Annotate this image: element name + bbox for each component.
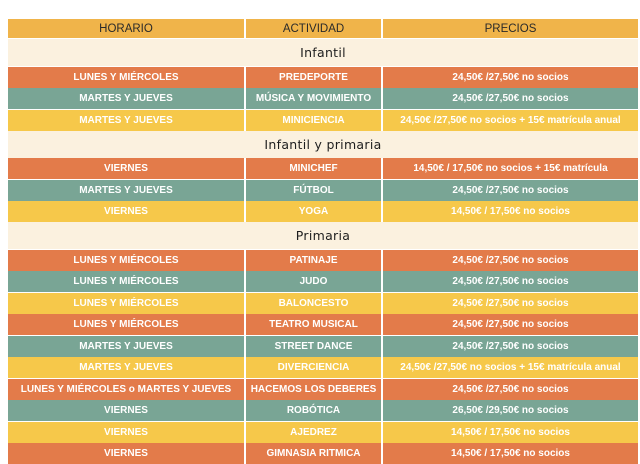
actividad-cell: BALONCESTO — [246, 293, 383, 314]
section-title: Primaria — [8, 222, 638, 249]
table-row — [8, 400, 638, 421]
precio-cell: 24,50€ /27,50€ no socios — [383, 88, 638, 109]
horario-cell: MARTES Y JUEVES — [8, 336, 246, 357]
actividad-cell: FÚTBOL — [246, 180, 383, 201]
horario-cell: LUNES Y MIÉRCOLES — [8, 314, 246, 335]
table-header — [8, 19, 638, 38]
precio-cell: 14,50€ / 17,50€ no socios — [383, 201, 638, 222]
table-row — [8, 379, 638, 400]
table-row — [8, 271, 638, 292]
table-row — [8, 357, 638, 378]
header-actividad: ACTIVIDAD — [246, 19, 383, 38]
table-row — [8, 422, 638, 443]
horario-cell: LUNES Y MIÉRCOLES o MARTES Y JUEVES — [8, 379, 246, 400]
actividad-cell: PREDEPORTE — [246, 67, 383, 88]
table-row — [8, 201, 638, 222]
actividad-cell: YOGA — [246, 201, 383, 222]
actividad-cell: MINICHEF — [246, 158, 383, 179]
precio-cell: 24,50€ /27,50€ no socios + 15€ matrícula anual — [383, 110, 638, 131]
horario-cell: VIERNES — [8, 400, 246, 421]
actividad-cell: DIVERCIENCIA — [246, 357, 383, 378]
precio-cell: 24,50€ /27,50€ no socios — [383, 180, 638, 201]
horario-cell: VIERNES — [8, 443, 246, 464]
precio-cell: 24,50€ /27,50€ no socios — [383, 67, 638, 88]
actividad-cell: JUDO — [246, 271, 383, 292]
precio-cell: 24,50€ /27,50€ no socios — [383, 271, 638, 292]
precio-cell: 24,50€ /27,50€ no socios — [383, 314, 638, 335]
price-table — [8, 19, 638, 464]
horario-cell: LUNES Y MIÉRCOLES — [8, 271, 246, 292]
table-row — [8, 180, 638, 201]
horario-cell: VIERNES — [8, 201, 246, 222]
table-row — [8, 443, 638, 464]
table-row — [8, 336, 638, 357]
actividad-cell: MINICIENCIA — [246, 110, 383, 131]
actividad-cell: AJEDREZ — [246, 422, 383, 443]
header-precios: PRECIOS — [383, 19, 638, 38]
table-row — [8, 250, 638, 271]
horario-cell: LUNES Y MIÉRCOLES — [8, 293, 246, 314]
horario-cell: MARTES Y JUEVES — [8, 110, 246, 131]
precio-cell: 24,50€ /27,50€ no socios — [383, 379, 638, 400]
table-row — [8, 67, 638, 88]
precio-cell: 14,50€ / 17,50€ no socios — [383, 443, 638, 464]
precio-cell: 24,50€ /27,50€ no socios + 15€ matrícula anual — [383, 357, 638, 378]
precio-cell: 24,50€ /27,50€ no socios — [383, 336, 638, 357]
precio-cell: 14,50€ / 17,50€ no socios — [383, 422, 638, 443]
table-row — [8, 293, 638, 314]
table-row — [8, 314, 638, 335]
horario-cell: MARTES Y JUEVES — [8, 180, 246, 201]
horario-cell: VIERNES — [8, 158, 246, 179]
horario-cell: MARTES Y JUEVES — [8, 88, 246, 109]
horario-cell: LUNES Y MIÉRCOLES — [8, 67, 246, 88]
horario-cell: MARTES Y JUEVES — [8, 357, 246, 378]
actividad-cell: TEATRO MUSICAL — [246, 314, 383, 335]
table-body — [8, 39, 638, 464]
table-row — [8, 110, 638, 131]
actividad-cell: GIMNASIA RITMICA — [246, 443, 383, 464]
actividad-cell: PATINAJE — [246, 250, 383, 271]
actividad-cell: STREET DANCE — [246, 336, 383, 357]
table-row — [8, 88, 638, 109]
horario-cell: VIERNES — [8, 422, 246, 443]
section-title: Infantil y primaria — [8, 131, 638, 158]
actividad-cell: ROBÓTICA — [246, 400, 383, 421]
actividad-cell: MÚSICA Y MOVIMIENTO — [246, 88, 383, 109]
precio-cell: 26,50€ /29,50€ no socios — [383, 400, 638, 421]
horario-cell: LUNES Y MIÉRCOLES — [8, 250, 246, 271]
precio-cell: 24,50€ /27,50€ no socios — [383, 250, 638, 271]
precio-cell: 24,50€ /27,50€ no socios — [383, 293, 638, 314]
table-row — [8, 158, 638, 179]
actividad-cell: HACEMOS LOS DEBERES — [246, 379, 383, 400]
precio-cell: 14,50€ / 17,50€ no socios + 15€ matrícula — [383, 158, 638, 179]
header-horario: HORARIO — [8, 19, 246, 38]
section-title: Infantil — [8, 39, 638, 66]
